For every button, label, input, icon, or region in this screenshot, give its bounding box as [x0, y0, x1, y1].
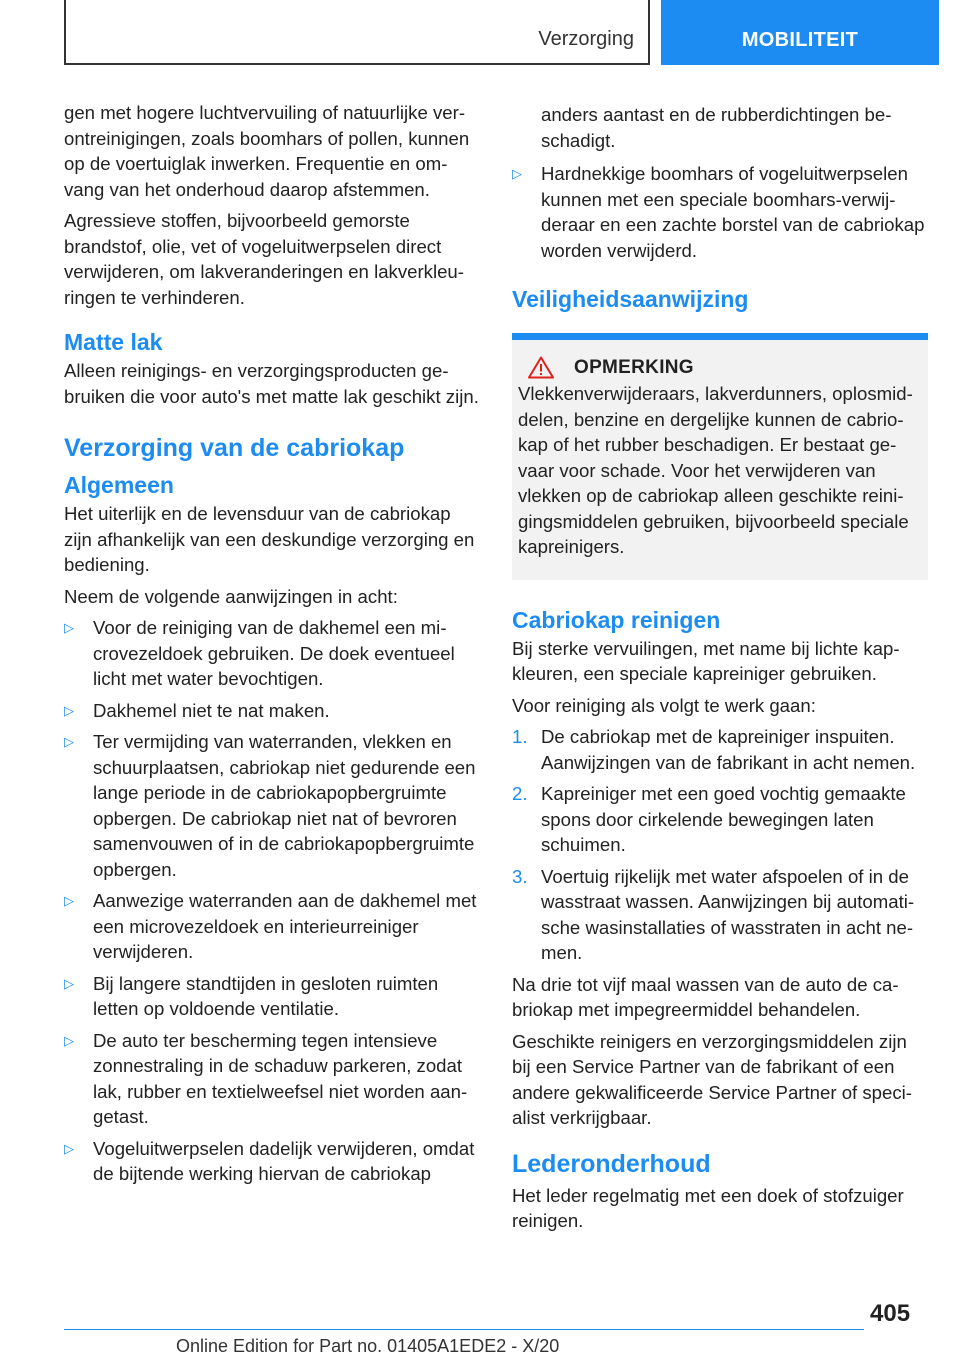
triangle-bullet-icon: ▷ [64, 734, 74, 749]
list-item: ▷ Voor de reiniging van de dakhemel een microvezeldoek gebruiken. De doek eventueel licht met water bevochtigen. [64, 617, 455, 689]
heading-algemeen: Algemeen [64, 472, 174, 498]
list-item: ▷ Ter vermijding van waterranden, vlekken en schuurplaatsen, cabriokap niet gedurende een lange periode in de cabriokapopbergruimte opbergen. De cabriokap niet nat of bevroren samenvouwen of in de cabriokapopbergruimte opbergen. [64, 731, 476, 880]
paragraph: Alleen reinigings- en verzorgingsproducten gebruiken die voor auto's met matte lak geschikt zijn. [64, 360, 479, 407]
triangle-bullet-icon: ▷ [64, 893, 74, 908]
list-item: ▷ Dakhemel niet te nat maken. [64, 698, 480, 724]
left-column [64, 100, 480, 1193]
list-item: ▷ Hardnekkige boomhars of vogeluitwerpselen kunnen met een speciale boomhars-verwijderaar en een zachte borstel van de cabriokap worden verwijderd. [512, 163, 925, 261]
heading-verzorging-cabriokap: Verzorging van de cabriokap [64, 434, 405, 462]
list-item: ▷ De auto ter bescherming tegen intensieve zonnestraling in de schaduw parkeren, zodat lak, rubber en textielweefsel niet worden aangetast. [64, 1029, 468, 1127]
footer-divider [64, 1329, 864, 1330]
paragraph: Bij sterke vervuilingen, met name bij lichte kapkleuren, een speciale kapreiniger gebruiken. [512, 637, 900, 684]
warning-note-box [512, 333, 928, 580]
right-column [512, 102, 928, 1240]
heading-veiligheidsaanwijzing: Veiligheidsaanwijzing [512, 286, 749, 312]
paragraph: Neem de volgende aanwijzingen in acht: [64, 585, 398, 607]
heading-lederonderhoud: Lederonderhoud [512, 1149, 711, 1178]
triangle-bullet-icon: ▷ [512, 166, 522, 181]
list-item: ▷ Vogeluitwerpselen dadelijk verwijderen, omdat de bijtende werking hiervan de cabriokap [64, 1137, 475, 1184]
header-section-tab [64, 0, 650, 65]
triangle-bullet-icon: ▷ [64, 975, 74, 991]
header-chapter-tab [661, 0, 939, 65]
page-number: 405 [870, 1300, 911, 1327]
warning-triangle-icon [528, 356, 554, 379]
care-instructions-list [64, 615, 480, 1187]
paragraph: gen met hogere luchtvervuiling of natuurlijke verontreinigingen, zoals boomhars of pollen, kunnen op de voertuiglak inwerken. Frequentie en omvang van het onderhoud daarop afstemmen. [64, 102, 470, 200]
note-title: OPMERKING [574, 356, 694, 378]
list-item: ▷ Aanwezige waterranden aan de dakhemel met een microvezeldoek en interieurreiniger verwijderen. [64, 890, 477, 962]
step-number: 3. [512, 865, 528, 887]
footer-edition-text: Online Edition for Part no. 01405A1EDE2 - X/20 [176, 1336, 560, 1356]
step-item: 2. Kapreiniger met een goed vochtig gemaakte spons door cirkelende bewegingen laten schuimen. [512, 783, 906, 855]
paragraph: Het uiterlijk en de levensduur van de cabriokap zijn afhankelijk van een deskundige verzorging en bediening. [64, 503, 475, 575]
step-number: 2. [512, 783, 528, 804]
note-header [528, 356, 922, 379]
paragraph: Voor reiniging als volgt te werk gaan: [512, 694, 816, 716]
list-item: ▷ Bij langere standtijden in gesloten ruimten letten op voldoende ventilatie. [64, 972, 439, 1019]
step-number: 1. [512, 726, 528, 747]
heading-matte-lak: Matte lak [64, 329, 163, 355]
paragraph: Het leder regelmatig met een doek of stofzuiger reinigen. [512, 1184, 904, 1231]
triangle-bullet-icon: ▷ [64, 702, 74, 718]
step-item: 3. Voertuig rijkelijk met water afspoelen of in de wasstraat wassen. Aanwijzingen bij automatische wasinstallaties of wasstraten in acht nemen. [512, 865, 915, 963]
triangle-bullet-icon: ▷ [64, 620, 74, 635]
paragraph: Geschikte reinigers en verzorgingsmiddelen zijn bij een Service Partner van de fabrikant of een andere gekwalificeerde Service Partner of specialist verkrijgbaar. [512, 1030, 912, 1128]
list-item-continuation: anders aantast en de rubberdichtingen beschadigt. [541, 104, 892, 151]
triangle-bullet-icon: ▷ [64, 1140, 74, 1156]
header-chapter-label: MOBILITEIT [741, 29, 859, 51]
triangle-bullet-icon: ▷ [64, 1032, 74, 1048]
paragraph: Na drie tot vijf maal wassen van de auto de cabriokap met impegreermiddel behandelen. [512, 973, 899, 1020]
cleaning-steps-list [512, 724, 928, 966]
paragraph: Agressieve stoffen, bijvoorbeeld gemorste brandstof, olie, vet of vogeluitwerpselen direct verwijderen, om lakveranderingen en lakverkleuringen te verhinderen. [64, 210, 464, 308]
step-item: 1. De cabriokap met de kapreiniger inspuiten. Aanwijzingen van de fabrikant in acht nemen. [512, 726, 916, 773]
header-section-label: Verzorging [538, 28, 634, 50]
heading-cabriokap-reinigen: Cabriokap reinigen [512, 606, 721, 633]
note-text: Vlekkenverwijderaars, lakverdunners, oplosmiddelen, benzine en dergelijke kunnen de cabriokap of het rubber beschadigen. Er bestaat gevaar voor schade. Voor het verwijderen van vlekken op de cabriokap alleen geschikte reinigingsmiddelen gebruiken, bijvoorbeeld speciale kapreinigers. [518, 383, 913, 557]
